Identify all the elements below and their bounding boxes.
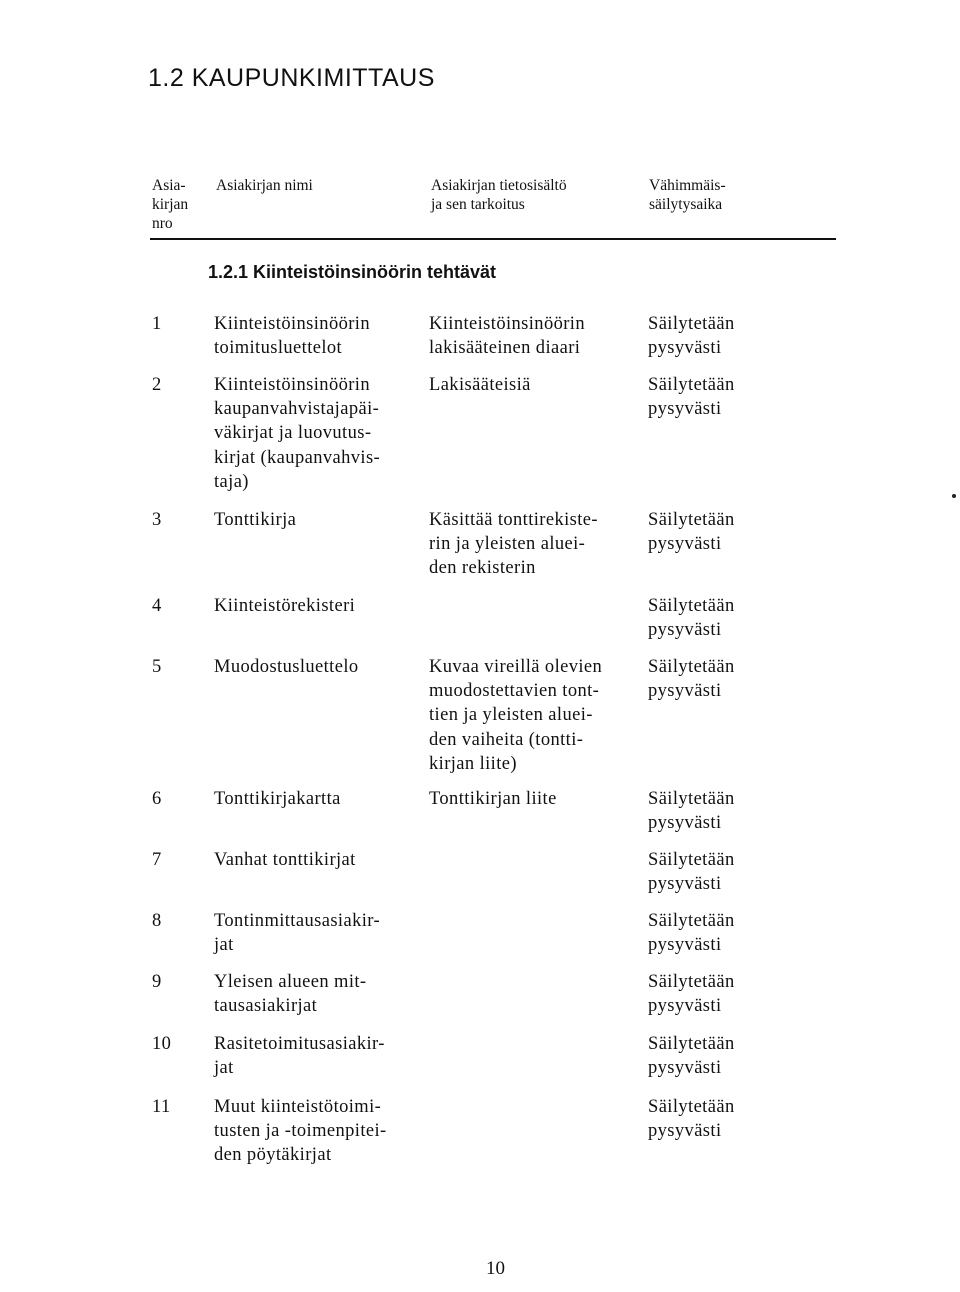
row-number xyxy=(152,970,162,994)
column-header-retention xyxy=(649,176,726,214)
retention-period xyxy=(648,787,735,835)
row-number-text: 8 xyxy=(152,911,162,931)
document-name-line: taja) xyxy=(214,471,249,492)
retention-period xyxy=(648,655,735,703)
retention-period-line: Säilytetään xyxy=(648,911,735,931)
row-number xyxy=(152,1032,171,1056)
column-header-number-line: kirjan xyxy=(152,196,189,213)
document-name-line: Tontinmittausasiakir- xyxy=(214,911,381,931)
retention-period-line: pysyvästi xyxy=(648,1121,722,1142)
page-title: 1.2 KAUPUNKIMITTAUS xyxy=(148,64,435,92)
document-name-line: jat xyxy=(214,935,234,956)
retention-period-line: Säilytetään xyxy=(648,314,735,334)
retention-period-line: pysyvästi xyxy=(648,338,722,359)
retention-period-line: pysyvästi xyxy=(648,399,722,420)
row-number xyxy=(152,787,162,811)
retention-period xyxy=(648,373,735,421)
document-name-line: tausasiakirjat xyxy=(214,996,318,1017)
document-name-line: Rasitetoimitusasiakir- xyxy=(214,1034,385,1054)
document-name-line: kirjat (kaupanvahvis- xyxy=(214,447,381,468)
column-header-content xyxy=(431,176,567,214)
row-number-text: 4 xyxy=(152,596,162,616)
retention-period-line: pysyvästi xyxy=(648,681,722,702)
document-content-line: kirjan liite) xyxy=(429,753,517,774)
retention-period-line: pysyvästi xyxy=(648,534,722,555)
retention-period xyxy=(648,848,735,896)
document-name-line: Vanhat tonttikirjat xyxy=(214,850,356,870)
document-name xyxy=(214,848,356,872)
document-name-line: tusten ja -toimenpitei- xyxy=(214,1121,387,1142)
document-name-line: Kiinteistörekisteri xyxy=(214,596,356,616)
retention-period-line: Säilytetään xyxy=(648,510,735,530)
row-number-text: 1 xyxy=(152,314,162,334)
retention-period xyxy=(648,1095,735,1143)
row-number-text: 9 xyxy=(152,972,162,992)
scan-speck xyxy=(952,494,956,498)
document-content-line: tien ja yleisten aluei- xyxy=(429,705,593,726)
column-header-number xyxy=(152,176,188,233)
document-content xyxy=(429,787,557,811)
document-name-line: Muut kiinteistötoimi- xyxy=(214,1097,382,1117)
column-header-name xyxy=(216,176,313,195)
column-header-retention-line: Vähimmäis- xyxy=(649,177,726,194)
retention-period xyxy=(648,970,735,1018)
retention-period xyxy=(648,312,735,360)
retention-period-line: Säilytetään xyxy=(648,375,735,395)
retention-period-line: pysyvästi xyxy=(648,1058,722,1079)
document-name xyxy=(214,373,380,494)
document-content xyxy=(429,312,585,360)
row-number-text: 2 xyxy=(152,375,162,395)
column-header-number-line: nro xyxy=(152,215,173,232)
document-name-line: Kiinteistöinsinöörin xyxy=(214,375,370,395)
document-name-line: toimitusluettelot xyxy=(214,338,343,359)
retention-period-line: pysyvästi xyxy=(648,813,722,834)
retention-period-line: Säilytetään xyxy=(648,1097,735,1117)
document-content-line: lakisääteinen diaari xyxy=(429,338,581,359)
document-name-line: Kiinteistöinsinöörin xyxy=(214,314,370,334)
retention-period-line: Säilytetään xyxy=(648,850,735,870)
page-number: 10 xyxy=(486,1258,505,1279)
retention-period-line: Säilytetään xyxy=(648,657,735,677)
row-number-text: 10 xyxy=(152,1034,172,1054)
document-name-line: Tonttikirja xyxy=(214,510,297,530)
document-name xyxy=(214,1095,387,1168)
document-name xyxy=(214,594,355,618)
row-number xyxy=(152,508,162,532)
document-name xyxy=(214,787,341,811)
retention-period-line: pysyvästi xyxy=(648,874,722,895)
retention-period-line: Säilytetään xyxy=(648,1034,735,1054)
row-number-text: 6 xyxy=(152,789,162,809)
retention-period-line: pysyvästi xyxy=(648,935,722,956)
column-header-content-line: Asiakirjan tietosisältö xyxy=(431,177,567,194)
row-number-text: 5 xyxy=(152,657,162,677)
document-content-line: Käsittää tonttirekiste- xyxy=(429,510,598,530)
document-content-line: Kiinteistöinsinöörin xyxy=(429,314,585,334)
row-number-text: 3 xyxy=(152,510,162,530)
column-header-content-line: ja sen tarkoitus xyxy=(431,196,525,213)
document-content-line: rin ja yleisten aluei- xyxy=(429,534,586,555)
row-number xyxy=(152,848,162,872)
row-number xyxy=(152,312,162,336)
retention-period xyxy=(648,508,735,556)
document-name xyxy=(214,508,296,532)
column-header-name-line: Asiakirjan nimi xyxy=(216,177,313,194)
document-name-line: jat xyxy=(214,1058,234,1079)
document-name xyxy=(214,312,370,360)
document-content-line: Tonttikirjan liite xyxy=(429,789,557,809)
row-number xyxy=(152,909,162,933)
retention-period-line: Säilytetään xyxy=(648,596,735,616)
row-number xyxy=(152,1095,171,1119)
row-number xyxy=(152,373,162,397)
document-name xyxy=(214,1032,385,1080)
retention-period xyxy=(648,1032,735,1080)
document-content xyxy=(429,508,598,581)
row-number-text: 7 xyxy=(152,850,162,870)
retention-period-line: pysyvästi xyxy=(648,996,722,1017)
document-content-line: Lakisääteisiä xyxy=(429,375,531,395)
row-number xyxy=(152,594,162,618)
document-content-line: Kuvaa vireillä olevien xyxy=(429,657,603,677)
retention-period-line: pysyvästi xyxy=(648,620,722,641)
document-name-line: Muodostusluettelo xyxy=(214,657,359,677)
retention-period xyxy=(648,594,735,642)
document-name xyxy=(214,909,380,957)
section-heading: 1.2.1 Kiinteistöinsinöörin tehtävät xyxy=(208,262,497,282)
retention-period-line: Säilytetään xyxy=(648,789,735,809)
document-name-line: den pöytäkirjat xyxy=(214,1145,332,1166)
document-content-line: muodostettavien tont- xyxy=(429,681,600,702)
document-content xyxy=(429,373,531,397)
document-name-line: väkirjat ja luovutus- xyxy=(214,423,372,444)
column-header-retention-line: säilytysaika xyxy=(649,196,723,213)
document-content-line: den rekisterin xyxy=(429,558,536,579)
column-header-number-line: Asia- xyxy=(152,177,186,194)
document-name xyxy=(214,970,366,1018)
document-content-line: den vaiheita (tontti- xyxy=(429,729,584,750)
retention-period xyxy=(648,909,735,957)
header-rule xyxy=(150,238,836,240)
row-number xyxy=(152,655,162,679)
document-name-line: Yleisen alueen mit- xyxy=(214,972,367,992)
document-name xyxy=(214,655,359,679)
document-name-line: kaupanvahvistajapäi- xyxy=(214,399,380,420)
retention-period-line: Säilytetään xyxy=(648,972,735,992)
row-number-text: 11 xyxy=(152,1097,171,1117)
document-content xyxy=(429,655,602,776)
document-name-line: Tonttikirjakartta xyxy=(214,789,341,809)
